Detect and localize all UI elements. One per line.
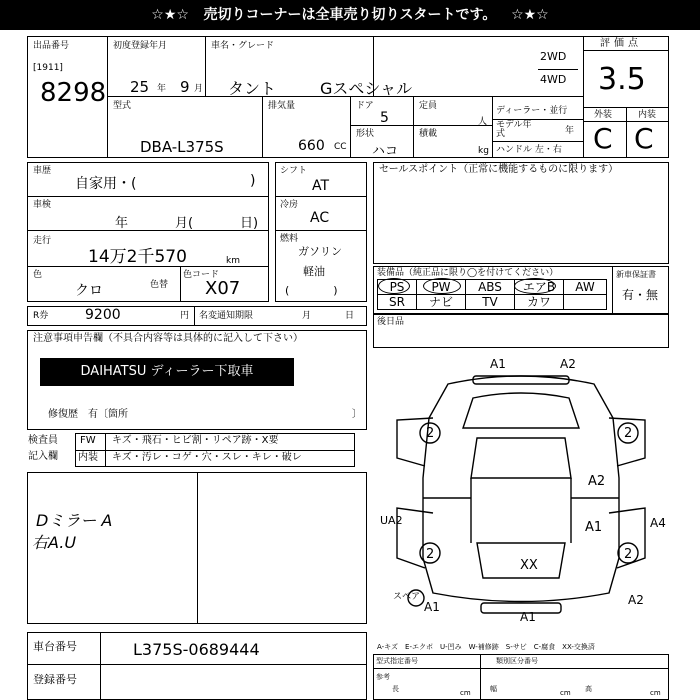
mark-left-ua2: UA2 bbox=[380, 514, 403, 527]
drive-2wd: 2WD bbox=[540, 50, 567, 63]
notes-label: 注意事項申告欄（不具合内容等は具体的に記入して下さい） bbox=[33, 333, 303, 344]
car-name-value: タント bbox=[228, 79, 277, 98]
score-int-label: 内装 bbox=[638, 110, 657, 120]
bottom-form-unit-1: cm bbox=[460, 689, 471, 697]
equipment-grid bbox=[377, 279, 607, 310]
score-label: 評価点 bbox=[600, 38, 642, 49]
new-warranty-opts: 有・無 bbox=[622, 288, 659, 302]
mark-circle-fl: 2 bbox=[426, 426, 435, 441]
mark-front-a2: A2 bbox=[560, 357, 576, 371]
inspector-fw-text: キズ・飛石・ヒビ割・リペア跡・X要 bbox=[112, 435, 279, 446]
mileage-value: 14万2千570 bbox=[88, 247, 187, 267]
bottom-form-l1: 型式指定番号 bbox=[376, 657, 418, 665]
dealer-side-2: モデル年式 bbox=[496, 120, 532, 139]
dealer-trade-in-stamp: DAIHATSU ディーラー下取車 bbox=[40, 358, 294, 386]
color-label: 色 bbox=[33, 270, 43, 280]
load-label: 積載 bbox=[419, 129, 438, 139]
inspector-label-2: 記入欄 bbox=[28, 451, 58, 462]
mark-front-a1: A1 bbox=[490, 357, 506, 371]
displacement-unit: CC bbox=[334, 142, 347, 152]
capacity-label: 定員 bbox=[419, 101, 438, 111]
mark-rear-a1: A1 bbox=[520, 610, 536, 624]
mark-spare-label: スペア bbox=[393, 592, 421, 602]
inspection-year: 年 bbox=[115, 216, 129, 231]
mark-rear-left-a1: A1 bbox=[424, 600, 440, 614]
color-value: クロ bbox=[75, 283, 103, 299]
car-name-label: 車名・グレード bbox=[211, 41, 275, 51]
mark-right-a2: A2 bbox=[588, 474, 606, 489]
mark-circle-rl: 2 bbox=[426, 547, 435, 562]
history-value: 自家用・( bbox=[75, 176, 137, 192]
dealer-side-3: ハンドル 左・右 bbox=[496, 145, 562, 155]
mark-right-a4: A4 bbox=[650, 516, 666, 530]
shape-value: ハコ bbox=[372, 144, 399, 159]
score-ext-label: 外装 bbox=[594, 110, 613, 120]
equip-empty bbox=[564, 295, 607, 310]
inspection-day: 日) bbox=[240, 216, 259, 231]
shift-label: シフト bbox=[280, 166, 308, 176]
banner-stars-right: ☆★☆ bbox=[511, 7, 549, 23]
equip-abs: ABS bbox=[466, 280, 515, 295]
repair-history-close: 〕 bbox=[352, 409, 362, 420]
inspector-label-1: 検査員 bbox=[28, 435, 58, 446]
score-int-value: C bbox=[634, 122, 654, 155]
name-change-month: 月 bbox=[302, 311, 312, 321]
color-change-label: 色替 bbox=[150, 280, 169, 290]
name-change-day: 日 bbox=[345, 311, 355, 321]
inspection-label: 車検 bbox=[33, 200, 52, 210]
equip-circle-ps bbox=[378, 278, 410, 294]
banner-stars-left: ☆★☆ bbox=[151, 7, 189, 23]
carry-block bbox=[373, 314, 669, 348]
sales-point-label: セールスポイント（正常に機能するものに限ります） bbox=[379, 164, 619, 175]
history-close: ) bbox=[250, 173, 256, 189]
doors-label: ドア bbox=[356, 101, 374, 111]
mark-circle-rr: 2 bbox=[624, 547, 633, 562]
inspection-month: 月( bbox=[175, 216, 194, 231]
doors-value: 5 bbox=[380, 110, 389, 126]
load-unit: kg bbox=[478, 146, 489, 156]
score-value: 3.5 bbox=[598, 62, 646, 97]
name-change-label: 名変通知期限 bbox=[199, 311, 254, 321]
car-grade-value: Gスペシャル bbox=[320, 79, 413, 98]
damage-legend: A-キズ E-エクボ U-凹み W-補修跡 S-サビ C-腐食 XX-交換済 bbox=[377, 643, 595, 651]
reg-no-label: 登録番号 bbox=[33, 673, 77, 686]
displacement-value: 660 bbox=[298, 138, 325, 154]
bottom-form-l4: 長 bbox=[392, 685, 399, 693]
banner-text: 売切りコーナーは全車売り切りスタートです。 bbox=[203, 7, 497, 23]
lot-sub: [1911] bbox=[33, 63, 63, 73]
equip-pw: PW bbox=[417, 280, 466, 295]
inspector-fw: FW bbox=[80, 435, 96, 446]
recycle-block bbox=[27, 306, 367, 326]
equip-leather: カワ bbox=[515, 295, 564, 310]
mileage-label: 走行 bbox=[33, 236, 52, 246]
banner bbox=[0, 0, 700, 30]
history-label: 車歴 bbox=[33, 166, 52, 176]
inspector-int-text: キズ・汚レ・コゲ・穴・スレ・キレ・破レ bbox=[112, 452, 302, 463]
displacement-label: 排気量 bbox=[268, 101, 296, 111]
shape-label: 形状 bbox=[356, 129, 375, 139]
lot-number: 8298 bbox=[40, 78, 107, 108]
bottom-form-l5: 幅 bbox=[490, 685, 497, 693]
color-code-label: 色コード bbox=[183, 270, 220, 280]
hand-note-1: Dミラー A bbox=[36, 511, 113, 530]
first-reg-year: 25 bbox=[130, 78, 150, 96]
carry-label: 後日品 bbox=[377, 317, 405, 327]
bottom-form-unit-3: cm bbox=[650, 689, 661, 697]
bottom-form-l3: 参考 bbox=[376, 673, 390, 681]
first-reg-month-unit: 月 bbox=[194, 84, 204, 94]
mark-right-a1: A1 bbox=[585, 520, 603, 535]
equip-circle-airbag bbox=[514, 278, 556, 294]
equip-circle-pw bbox=[423, 278, 461, 294]
bottom-form-unit-2: cm bbox=[560, 689, 571, 697]
first-reg-year-unit: 年 bbox=[157, 84, 167, 94]
capacity-unit: 人 bbox=[478, 117, 488, 127]
color-code-value: X07 bbox=[205, 278, 241, 299]
recycle-unit: 円 bbox=[180, 311, 190, 321]
equip-tv: TV bbox=[466, 295, 515, 310]
equip-airbag: エアB bbox=[515, 280, 564, 295]
equip-navi: ナビ bbox=[417, 295, 466, 310]
fuel-label: 燃料 bbox=[280, 234, 299, 244]
fuel-paren: ( ) bbox=[285, 284, 338, 297]
ac-value: AC bbox=[310, 210, 330, 226]
fuel-option-diesel: 軽油 bbox=[303, 265, 325, 278]
first-reg-month: 9 bbox=[180, 78, 190, 96]
fuel-option-gasoline: ガソリン bbox=[298, 245, 342, 258]
mark-rear-xx: XX bbox=[520, 558, 538, 573]
drive-4wd: 4WD bbox=[540, 73, 567, 86]
equip-ps: PS bbox=[378, 280, 417, 295]
inspector-int: 内装 bbox=[78, 452, 98, 463]
hand-note-2: 右A.U bbox=[32, 533, 77, 552]
recycle-value: 9200 bbox=[85, 307, 121, 323]
new-warranty-label: 新車保証書 bbox=[616, 270, 656, 279]
lot-label: 出品番号 bbox=[33, 41, 70, 51]
dealer-side-year-unit: 年 bbox=[565, 126, 575, 136]
chassis-label: 車台番号 bbox=[33, 640, 77, 653]
bottom-form-l6: 高 bbox=[585, 685, 592, 693]
chassis-value: L375S-0689444 bbox=[133, 640, 260, 659]
mileage-unit: km bbox=[226, 256, 240, 266]
model-value: DBA-L375S bbox=[140, 138, 224, 156]
model-label: 型式 bbox=[113, 101, 132, 111]
shift-value: AT bbox=[312, 178, 330, 194]
mark-circle-fr: 2 bbox=[624, 426, 633, 441]
recycle-label: R券 bbox=[33, 311, 49, 321]
mark-rear-right-a2: A2 bbox=[628, 593, 644, 607]
bottom-form-l2: 類別区分番号 bbox=[496, 657, 538, 665]
ac-label: 冷房 bbox=[280, 200, 299, 210]
score-ext-value: C bbox=[593, 122, 613, 155]
repair-history: 修復歴 有〔箇所 bbox=[48, 409, 128, 420]
equip-aw: AW bbox=[564, 280, 607, 295]
first-reg-label: 初度登録年月 bbox=[113, 41, 168, 51]
equip-sr: SR bbox=[378, 295, 417, 310]
sales-point-block bbox=[373, 162, 669, 264]
dealer-side-1: ディーラー・並行 bbox=[496, 106, 568, 116]
equipment-label: 装備品（純正品に限り◯を付けてください） bbox=[377, 268, 559, 278]
